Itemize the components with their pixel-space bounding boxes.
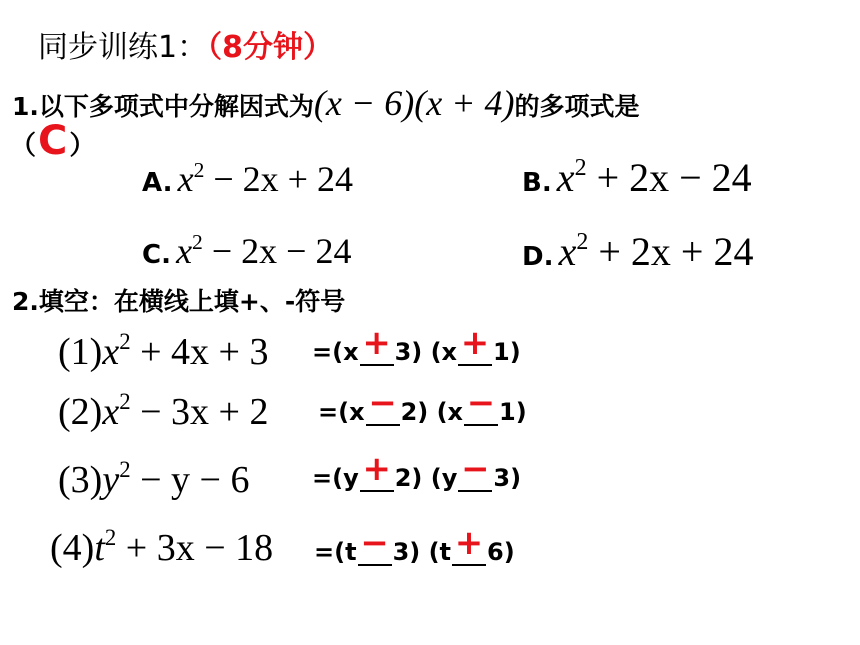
question2-stem — [12, 282, 345, 318]
q2-item-1-sign-2: + — [460, 323, 490, 363]
option-b-label: B. — [522, 168, 552, 198]
option-d-label: D. — [522, 242, 554, 272]
question2-text: 填空：在横线上填+、-符号 — [38, 287, 346, 316]
q2-item-2-factorization: =(x − 2) (x − 1) — [318, 383, 527, 426]
question1-stem-after: 的多项式是 — [514, 92, 640, 121]
q2-item-1-sign-1: + — [362, 323, 391, 363]
option-c-expression: − 2x − 24 — [202, 231, 352, 271]
q2-item-2-sign-2: − — [466, 383, 496, 423]
question1-number: 1. — [12, 92, 39, 121]
title-main: 同步训练1： — [38, 30, 208, 65]
page-title — [38, 22, 333, 66]
q2-item-2-blank-2 — [464, 383, 498, 426]
q2-item-3-blank-2 — [458, 449, 492, 492]
q2-item-3-sign-1: + — [362, 449, 391, 489]
question2-number: 2. — [12, 287, 39, 316]
q2-item-1-factorization: =(x + 3) (x + 1) — [312, 323, 521, 366]
question1-factors: (x − 6)(x + 4) — [313, 83, 515, 123]
option-d-expression: + 2x + 24 — [588, 229, 754, 274]
title-time-note: （8分钟） — [207, 30, 333, 65]
option-c: C. $x^2 - 2x - 24$ — [142, 229, 352, 271]
option-d: D. $x^2 + 2x + 24$ — [522, 229, 754, 274]
option-a: A. $x^2 - 2x + 24$ — [142, 157, 353, 199]
q2-item-4-blank-1 — [358, 523, 392, 566]
q2-item-4-polynomial: $(4)t^2 + 3x - 18$ — [50, 525, 274, 569]
option-c-label: C. — [142, 240, 171, 270]
q2-item-2-polynomial: $(2)x^2 - 3x + 2$ — [58, 389, 269, 433]
q2-item-4-factorization: =(t − 3) (t + 6) — [314, 523, 515, 566]
q2-item-3-factorization: =(y + 2) (y − 3) — [312, 449, 522, 492]
q2-item-4-blank-2 — [452, 523, 486, 566]
option-a-expression: − 2x + 24 — [204, 159, 353, 199]
option-b: B. $x^2 + 2x - 24$ — [522, 155, 752, 200]
q2-item-1-polynomial: $(1)x^2 + 4x + 3$ — [58, 329, 269, 373]
q2-item-4-sign-1: − — [360, 523, 389, 563]
question1-answer-bracket: （C） — [10, 118, 96, 164]
question1-answer: C — [38, 118, 68, 164]
question1-stem-before: 以下多项式中分解因式为 — [38, 92, 314, 121]
option-a-label: A. — [142, 168, 173, 198]
q2-item-4-sign-2: + — [454, 523, 484, 563]
q2-item-1-blank-2 — [458, 323, 492, 366]
q2-item-2-sign-1: − — [368, 383, 397, 423]
q2-item-3-blank-1 — [360, 449, 394, 492]
option-b-expression: + 2x − 24 — [586, 155, 752, 200]
q2-item-3-polynomial: $(3)y^2 - y - 6$ — [58, 457, 250, 501]
q2-item-1-blank-1 — [360, 323, 394, 366]
q2-item-3-sign-2: − — [461, 449, 490, 489]
question1-stem — [12, 82, 639, 124]
q2-item-2-blank-1 — [366, 383, 400, 426]
